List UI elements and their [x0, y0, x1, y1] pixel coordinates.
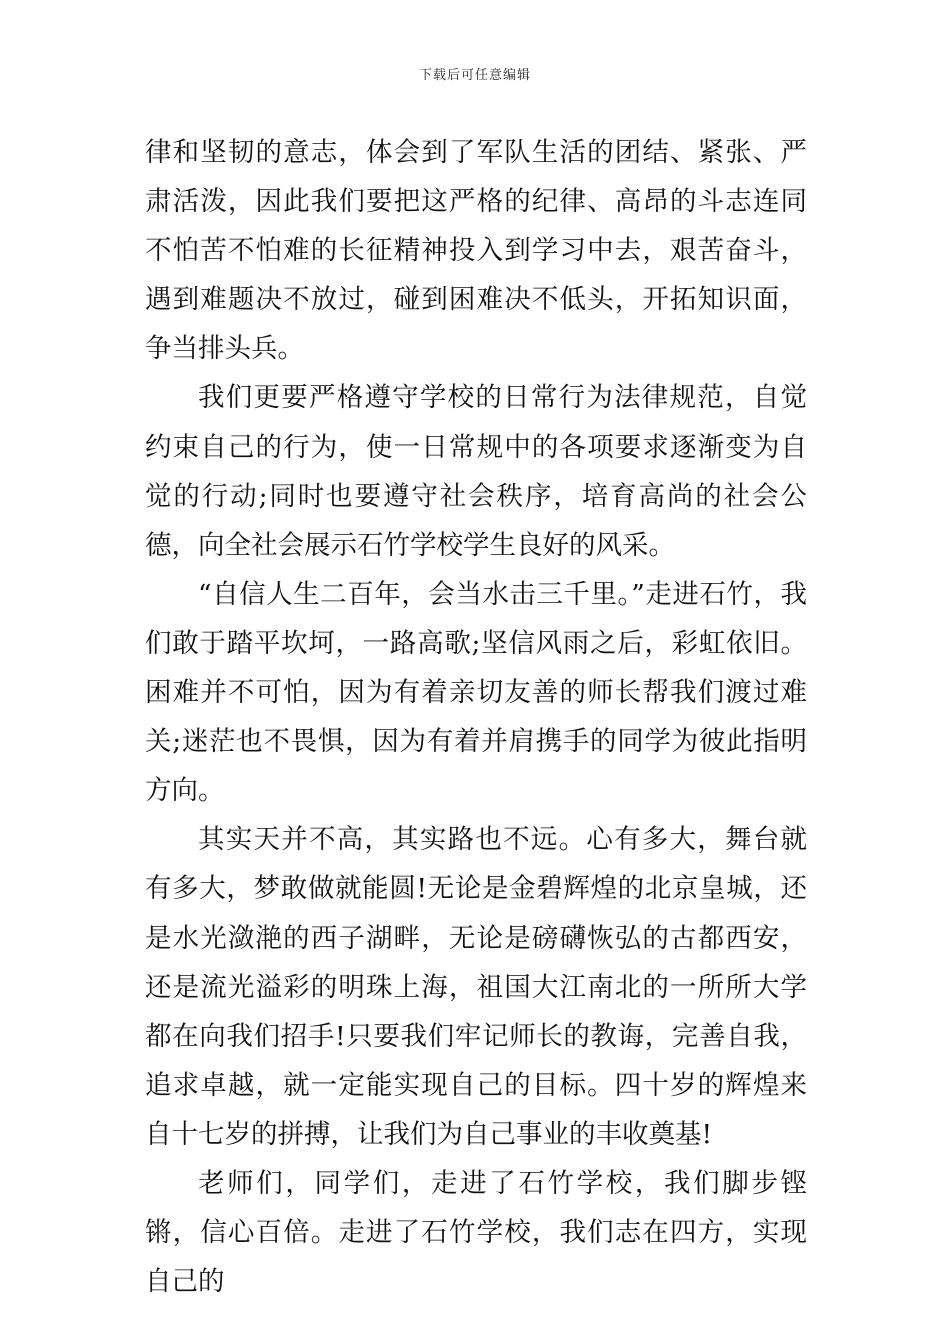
page-header: 下载后可任意编辑 [418, 68, 531, 83]
paragraph-5: 老师们，同学们，走进了石竹学校，我们脚步铿锵，信心百倍。走进了石竹学校，我们志在四方，实现自己的 [145, 1167, 807, 1298]
document-body [145, 128, 807, 1306]
paragraph-3: “自信人生二百年，会当水击三千里。”走进石竹，我们敢于踏平坎坷，一路高歌;坚信风雨之后，彩虹依旧。困难并不可怕，因为有着亲切友善的师长帮我们渡过难关;迷茫也不畏惧，因为有着并肩携手的同学为彼此指明方向。 [145, 578, 807, 807]
paragraph-4: 其实天并不高，其实路也不远。心有多大，舞台就有多大，梦敢做就能圆!无论是金碧辉煌的北京皇城，还是水光潋滟的西子湖畔，无论是磅礴恢弘的古都西安，还是流光溢彩的明珠上海，祖国大江南北的一所所大学都在向我们招手!只要我们牢记师长的教诲，完善自我，追求卓越，就一定能实现自己的目标。四十岁的辉煌来自十七岁的拼搏，让我们为自己事业的丰收奠基! [145, 824, 807, 1150]
paragraph-1: 律和坚韧的意志，体会到了军队生活的团结、紧张、严肃活泼，因此我们要把这严格的纪律、高昂的斗志连同不怕苦不怕难的长征精神投入到学习中去，艰苦奋斗，遇到难题决不放过，碰到困难决不低头，开拓知识面，争当排头兵。 [145, 137, 807, 365]
paragraph-2: 我们更要严格遵守学校的日常行为法律规范，自觉约束自己的行为，使一日常规中的各项要求逐渐变为自觉的行动;同时也要遵守社会秩序，培育高尚的社会公德，向全社会展示石竹学校学生良好的风采。 [145, 382, 807, 561]
